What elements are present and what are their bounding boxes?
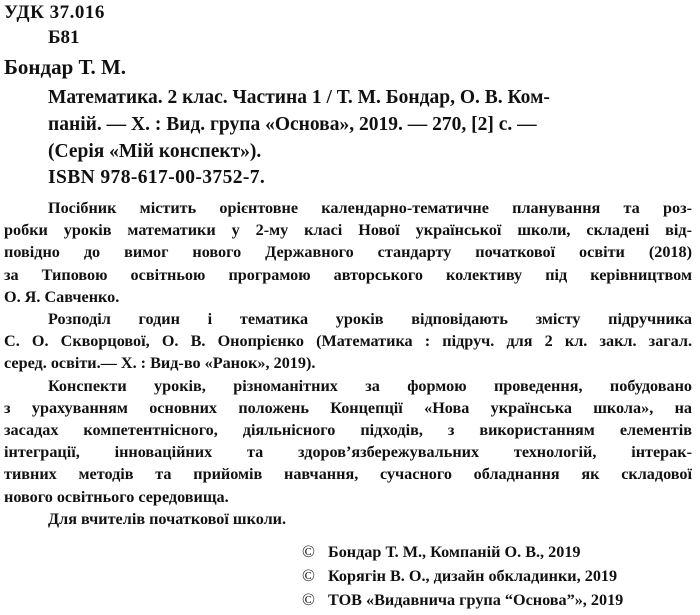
copyright-row <box>302 564 623 588</box>
annotation <box>4 197 692 530</box>
copyright-text: Корягін В. О., дизайн обкладинки, 2019 <box>328 567 618 585</box>
annotation-line: Конспекти уроків, різноманітних за формою проведення, побудовано <box>48 376 692 395</box>
copyright-text: ТОВ «Видавнича група “Основа”», 2019 <box>328 591 624 609</box>
author-sign: Б81 <box>48 27 80 48</box>
annotation-line: Посібник містить орієнтовне календарно-тематичне планування та роз- <box>48 199 692 217</box>
copyright-row <box>302 540 623 564</box>
biblio-line: паній. — Х. : Вид. група «Основа», 2019. — 270, [2] с. — <box>48 114 537 135</box>
annotation-line: О. Я. Савченко. <box>4 287 120 306</box>
udk-code: УДК 37.016 <box>4 2 105 23</box>
annotation-line: робки уроків математики у 2-му класі Нової української школи, складені від- <box>4 221 692 240</box>
annotation-line: нового освітнього середовища. <box>4 487 229 506</box>
isbn: ISBN 978-617-00-3752-7. <box>48 167 266 188</box>
annotation-line: повідно до вимог нового Державного стандарту початкової освіти (2018) <box>4 243 692 262</box>
annotation-line: тивних методів та прийомів навчання, сучасного обладнання як складової <box>4 465 692 484</box>
biblio-line: (Серія «Мій конспект»). <box>48 141 262 162</box>
annotation-line: серед. освіти.— Х. : Вид-во «Ранок», 2019). <box>4 354 316 373</box>
copyright-text: Бондар Т. М., Компаній О. В., 2019 <box>328 543 581 561</box>
annotation-line: Для вчителів початкової школи. <box>48 509 287 528</box>
annotation-line: з урахуванням основних положень Концепції «Нова українська школа», на <box>4 398 692 417</box>
annotation-line: за Типовою освітньою програмою авторського колективу під керівництвом <box>4 265 692 284</box>
copyright-icon: © <box>302 566 315 585</box>
copyright-block <box>302 540 623 612</box>
copyright-icon: © <box>302 590 315 609</box>
biblio-line: Математика. 2 клас. Частина 1 / Т. М. Бондар, О. В. Ком- <box>48 87 550 108</box>
annotation-line: Розподіл годин і тематика уроків відповідають змісту підручника <box>48 310 692 329</box>
copyright-row <box>302 588 623 612</box>
annotation-line: інтеграції, інноваційних та здоров’язбережувальних технологій, інтерак- <box>4 443 692 462</box>
annotation-line: С. О. Скворцової, О. В. Онопрієнко (Математика : підруч. для 2 кл. закл. загал. <box>4 332 692 351</box>
bibliographic-description <box>48 84 688 165</box>
copyright-icon: © <box>302 542 315 561</box>
author-heading: Бондар Т. М. <box>4 55 127 79</box>
annotation-line: засадах компетентнісного, діяльнісного підходів, з використанням елементів <box>4 421 692 440</box>
